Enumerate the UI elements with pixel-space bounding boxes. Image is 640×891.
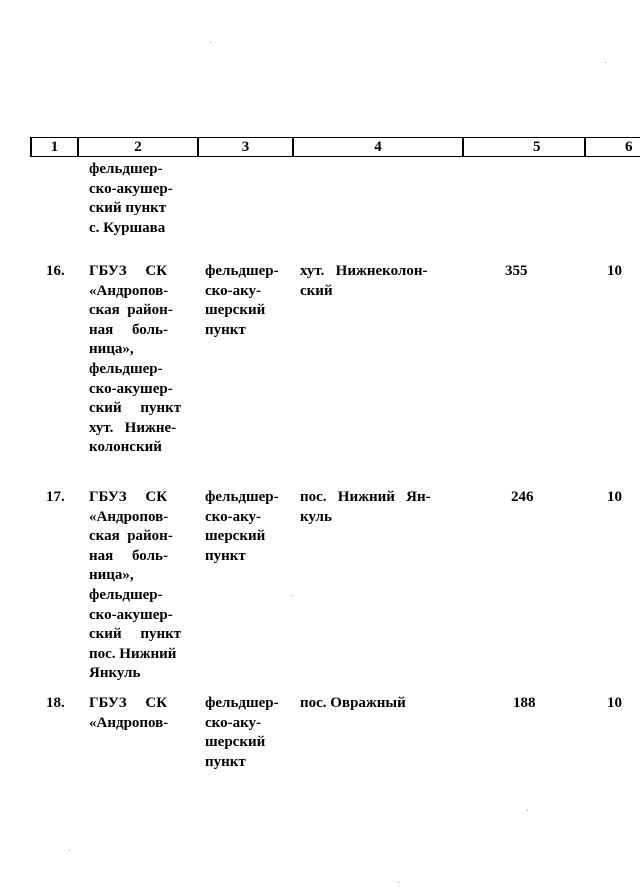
row-facility-type: фельдшер- ско-аку- шерский пункт — [205, 263, 279, 338]
header-col-4: 4 — [374, 139, 382, 155]
scan-speck — [398, 882, 399, 883]
row-col5-value: 355 — [505, 263, 528, 279]
continuation-col2-text: фельдшер- ско-акушер- ский пункт с. Куршава — [89, 161, 173, 236]
row-locality: пос. Овражный — [300, 695, 406, 711]
header-divider — [197, 137, 199, 157]
scan-speck — [210, 42, 211, 43]
row-institution-text: ГБУЗ СК «Андропов- ская район- ная боль- ница», фельдшер- ско-акушер- ский пункт хут. Нижне- колонский — [89, 263, 182, 456]
scan-speck — [69, 850, 70, 851]
scan-speck — [527, 810, 528, 811]
header-divider — [584, 137, 586, 157]
header-divider — [462, 137, 464, 157]
header-col-3: 3 — [241, 139, 250, 155]
row-col5-value: 246 — [511, 489, 534, 505]
row-number: 16. — [46, 263, 65, 279]
row-col5-value: 188 — [513, 695, 536, 711]
row-facility-type: фельдшер- ско-аку- шерский пункт — [205, 695, 279, 770]
scan-speck — [291, 595, 292, 596]
header-col-2: 2 — [134, 139, 142, 155]
row-institution-text: ГБУЗ СК «Андропов- — [89, 695, 169, 731]
header-col-1: 1 — [50, 139, 59, 155]
row-facility-type: фельдшер- ско-аку- шерский пункт — [205, 489, 279, 564]
row-institution-text: ГБУЗ СК «Андропов- ская район- ная боль- ница», фельдшер- ско-акушер- ский пункт пос. Нижний Янкуль — [89, 489, 182, 682]
header-col-5: 5 — [533, 139, 541, 155]
scan-speck — [605, 62, 606, 63]
header-divider — [292, 137, 294, 157]
row-locality: хут. Нижнеколон- ский — [300, 263, 428, 299]
row-number: 17. — [46, 489, 65, 505]
row-col6-value: 10 — [607, 263, 622, 279]
row-locality: пос. Нижний Ян- куль — [300, 489, 431, 525]
header-col-6: 6 — [625, 139, 633, 155]
header-divider — [30, 137, 32, 157]
table-header-row — [31, 137, 640, 157]
header-divider — [77, 137, 79, 157]
row-number: 18. — [46, 695, 65, 711]
row-col6-value: 10 — [607, 695, 622, 711]
row-col6-value: 10 — [607, 489, 622, 505]
